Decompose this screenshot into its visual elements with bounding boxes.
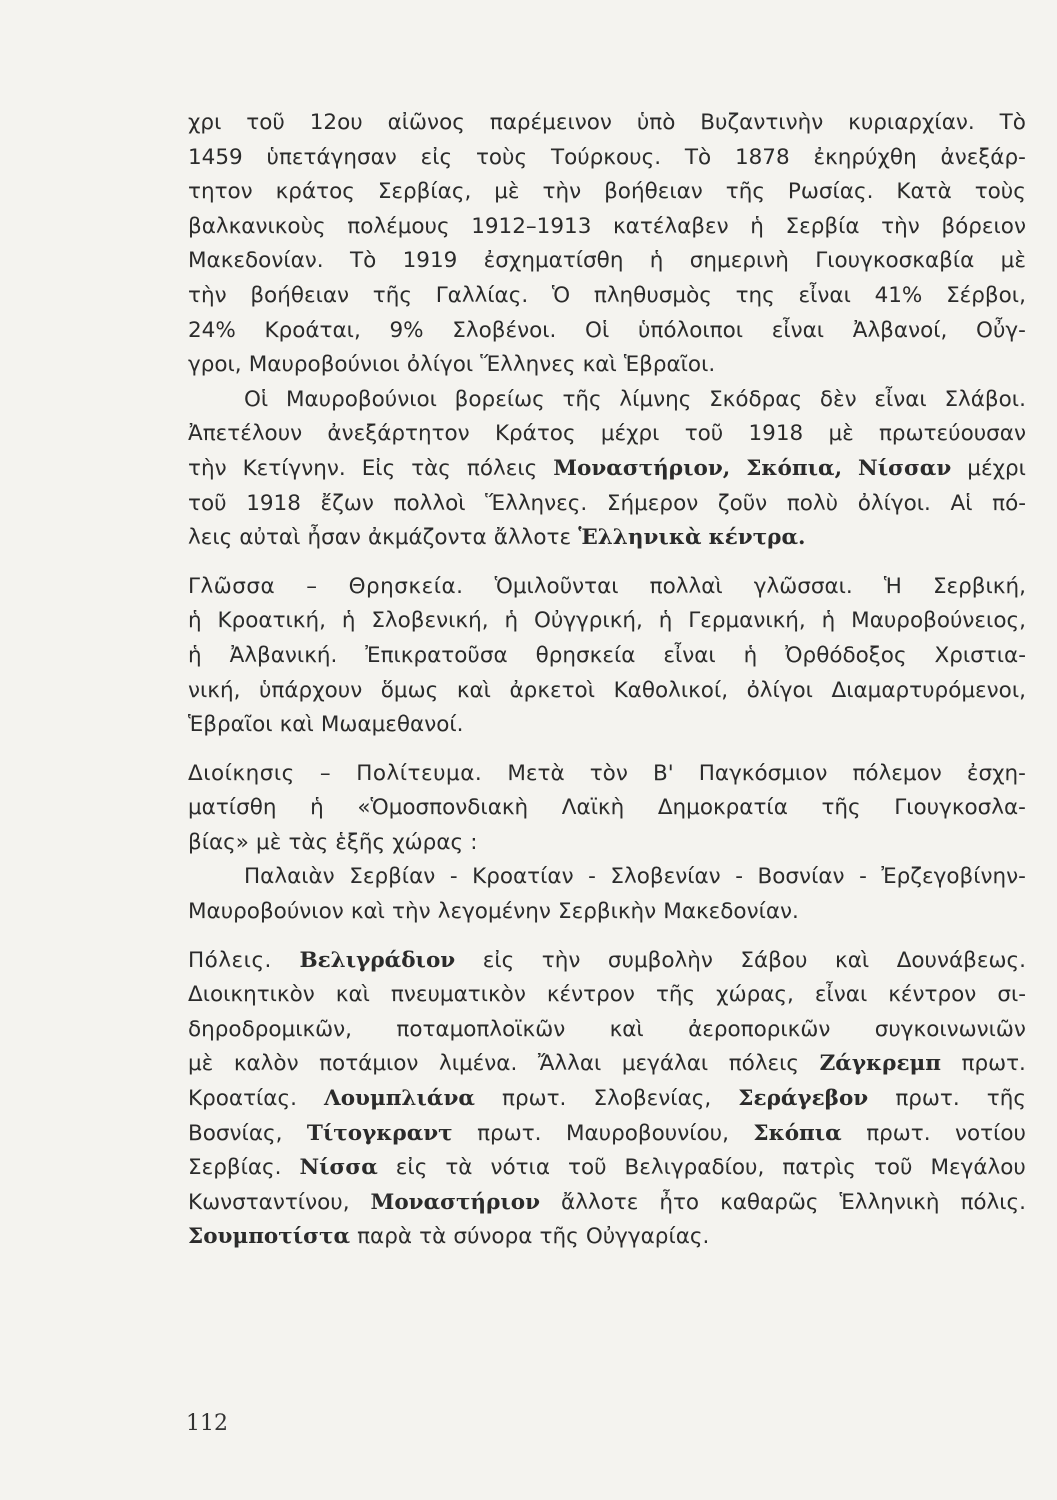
word: τῆς — [655, 982, 696, 1008]
word: πόλεμον — [852, 760, 942, 786]
bold-word: Σουμποτίστα — [188, 1224, 351, 1250]
section-heading-word: – — [306, 573, 318, 599]
word: ἔζων — [320, 490, 374, 516]
word: πρωτεύουσαν — [878, 421, 1026, 447]
word: 41% — [874, 282, 923, 308]
word: κέντρον — [546, 982, 635, 1008]
word: Σερβική, — [932, 573, 1026, 599]
word: Ὁ — [551, 282, 571, 308]
section-heading-word: Πολίτευμα. — [356, 760, 483, 786]
word: πολέμους — [347, 213, 450, 239]
word: λίμνης — [619, 386, 692, 412]
word: εἰς — [420, 144, 453, 170]
word: Β' — [652, 760, 674, 786]
word: Κωνσταντίνου, — [188, 1189, 350, 1215]
word: ἐσχηματίσθη — [483, 248, 624, 274]
word: Ἑλληνικὴ — [839, 1189, 940, 1215]
word: Εἰς — [361, 455, 396, 481]
word: Ἑβραῖοι — [188, 712, 273, 738]
word: 1918 — [246, 490, 301, 516]
word: τὴν — [392, 899, 431, 925]
word: ποτάμιον — [319, 1051, 419, 1077]
word: Τούρκους. — [550, 144, 662, 170]
word: τοῦ — [873, 1155, 913, 1181]
word: ἀρκετοὶ — [509, 677, 595, 703]
text-line — [188, 279, 1026, 314]
word: εἶναι — [874, 386, 927, 412]
word: Σερβίας. — [188, 1155, 282, 1181]
word: Μαυροβουνίου, — [565, 1120, 729, 1146]
word: 9% — [389, 317, 424, 343]
word: Παλαιὰν — [244, 864, 335, 890]
bold-word: Μοναστήριον, — [553, 455, 731, 481]
word: μὲ — [188, 1051, 214, 1077]
text-line — [188, 944, 1026, 979]
word: καὶ — [835, 947, 870, 973]
word: συγκοινωνιῶν — [874, 1016, 1026, 1042]
text-line — [188, 826, 1026, 861]
word: ἀνεξάρ- — [940, 144, 1026, 170]
word: Δημοκρατία — [657, 795, 788, 821]
word: Σκόδρας — [709, 386, 803, 412]
word: Κετίγνην. — [242, 455, 346, 481]
word: βόρειον — [941, 213, 1026, 239]
word: ἡ — [743, 642, 758, 668]
word: Αἱ — [950, 490, 973, 516]
word: ἡ — [341, 608, 356, 634]
text-line — [188, 674, 1026, 709]
word: πατρὶς — [782, 1155, 856, 1181]
word: Σερβίας, — [377, 179, 472, 205]
word: Οὖγ- — [976, 317, 1026, 343]
word: νική, — [188, 677, 241, 703]
word: νοτίου — [955, 1120, 1026, 1146]
word: Τὸ — [349, 248, 377, 274]
word: Βοσνίαν — [757, 864, 845, 890]
word: καὶ — [350, 899, 385, 925]
word: τοὺς — [974, 179, 1026, 205]
word: ὑπὸ — [636, 110, 676, 135]
word: κατέλαβεν — [613, 213, 729, 239]
word: Ὁμιλοῦνται — [494, 573, 619, 599]
word: βοήθειαν — [604, 179, 703, 205]
word: - — [588, 864, 596, 890]
word: πνευματικὸν — [390, 982, 526, 1008]
word: πόλεις — [728, 1051, 800, 1077]
word: Κατὰ — [896, 179, 952, 205]
word: λεγομένην — [437, 899, 551, 925]
word: καὶ — [456, 677, 491, 703]
word: αἰῶνος — [387, 110, 465, 135]
word: τῆς — [562, 386, 602, 412]
section-heading-word: – — [319, 760, 332, 786]
word: - — [859, 864, 867, 890]
word: καὶ — [582, 352, 617, 378]
word: πρωτ. — [961, 1051, 1026, 1077]
word: ἡ — [821, 608, 836, 634]
word: «Ὁμοσπονδιακὴ — [357, 795, 529, 821]
word: σημερινὴ — [689, 248, 789, 274]
section-heading-word: Πόλεις. — [188, 947, 272, 973]
word: ἄλλοτε — [561, 1189, 639, 1215]
word: τητον — [188, 179, 253, 205]
word: ὑπάρχουν — [258, 677, 363, 703]
word: τῆς — [821, 795, 861, 821]
word: - — [449, 864, 458, 890]
text-line — [188, 521, 1026, 556]
text-line — [188, 175, 1026, 210]
word: δηροδρομικῶν, — [188, 1016, 353, 1042]
word: Ρωσίας. — [787, 179, 874, 205]
word: βορείως — [454, 386, 545, 412]
word: ποταμοπλοϊκῶν — [396, 1016, 566, 1042]
word: Διοικητικὸν — [188, 982, 315, 1008]
word: πολλαὶ — [649, 573, 723, 599]
word: 1878 — [734, 144, 790, 170]
word: Κροατίαν — [472, 864, 574, 890]
text-line — [188, 1013, 1026, 1048]
word: θρησκεία — [535, 642, 636, 668]
word: πόλις. — [960, 1189, 1026, 1215]
word: ἀεροπορικῶν — [688, 1016, 831, 1042]
word: ματίσθη — [188, 795, 277, 821]
word: Ἐπικρατοῦσα — [365, 642, 508, 668]
bold-word: Σεράγεβον — [738, 1086, 869, 1112]
word: ἡ — [188, 608, 202, 634]
word: χώρας, — [716, 982, 794, 1008]
word: μὲ — [828, 421, 854, 447]
text-line — [188, 708, 1026, 743]
bold-word: Σκόπια — [753, 1120, 842, 1146]
word: δὲν — [819, 386, 857, 412]
word: νότια — [490, 1155, 550, 1181]
word: Χριστια- — [934, 642, 1026, 668]
text-line — [188, 1220, 1026, 1255]
word: μέχρι — [600, 421, 660, 447]
word: Γαλλίας. — [435, 282, 529, 308]
word: ὑπόλοιποι — [637, 317, 744, 343]
text-line — [188, 1151, 1026, 1186]
word: ὑπετάγησαν — [266, 144, 397, 170]
word: ζοῦν — [717, 490, 768, 516]
word: - — [735, 864, 743, 890]
word: Γερμανική, — [688, 608, 806, 634]
word: Κράτος — [494, 421, 576, 447]
word: λιμένα. — [438, 1051, 518, 1077]
bold-word: Βελιγράδιον — [299, 947, 456, 973]
word: καλὸν — [233, 1051, 299, 1077]
text-line — [188, 1117, 1026, 1152]
word: σι- — [997, 982, 1026, 1008]
word: Μεγάλου — [930, 1155, 1026, 1181]
word: Μαυροβούνιον — [188, 899, 344, 925]
text-line — [188, 141, 1026, 176]
word: εἶναι — [663, 642, 716, 668]
word: Μαυροβούνειος, — [851, 608, 1026, 634]
bold-word: Ἑλληνικὰ — [578, 525, 702, 551]
word: τὰ — [445, 1155, 473, 1181]
word: Σερβίαν — [349, 864, 436, 890]
word: Οὐγγρική, — [533, 608, 643, 634]
word: Σήμερον — [606, 490, 699, 516]
text-line — [188, 417, 1026, 452]
paragraph-gap — [188, 556, 1026, 570]
bold-word: Νίσσα — [299, 1155, 378, 1181]
section-heading-word: Θρησκεία. — [348, 573, 464, 599]
word: Γιουγκοσκαβία — [815, 248, 975, 274]
word: Τὸ — [999, 110, 1026, 135]
word: Δουνάβεως. — [896, 947, 1026, 973]
word: πρωτ. — [866, 1120, 931, 1146]
word: Κροατική, — [217, 608, 326, 634]
word: Μετὰ — [507, 760, 565, 786]
word: Σλάβοι. — [944, 386, 1026, 412]
word: ἡ — [310, 795, 324, 821]
section-heading-word: Γλῶσσα — [188, 573, 276, 599]
word: Ἕλληνες — [480, 352, 576, 378]
word: τῆς — [986, 1086, 1026, 1112]
word: ἡ — [750, 213, 764, 239]
word: ἀνεξάρτητον — [327, 421, 470, 447]
word: τοῦ — [568, 1155, 607, 1181]
word: Ἀλβανική. — [229, 642, 338, 668]
word: μὲ — [256, 829, 282, 855]
word: ἡ — [658, 608, 673, 634]
word: Παγκόσμιον — [698, 760, 828, 786]
word: καθαρῶς — [720, 1189, 819, 1215]
word: τοῦ — [246, 110, 285, 135]
text-line — [188, 978, 1026, 1013]
word: Σερβία — [785, 213, 860, 239]
word: Σερβικὴν — [558, 899, 657, 925]
word: Σλοβένοι. — [452, 317, 557, 343]
word: μὲ — [494, 179, 520, 205]
word: εἶναι — [814, 982, 868, 1008]
text-line — [188, 604, 1026, 639]
word: ἀκμάζοντα — [367, 525, 487, 551]
word: τῆς — [539, 1224, 579, 1250]
word: Οὐγγαρίας. — [585, 1224, 710, 1250]
word: : — [470, 829, 478, 855]
word: γλῶσσαι. — [753, 573, 853, 599]
bold-word: Τίτογκραντ — [306, 1120, 453, 1146]
word: τὴν — [541, 947, 581, 973]
word: τὰς — [411, 455, 451, 481]
word: παρέμεινον — [489, 110, 612, 135]
word: τὴν — [188, 455, 227, 481]
word: εἶναι — [771, 317, 825, 343]
word: γροι, — [188, 352, 242, 378]
word: εἰς — [395, 1155, 428, 1181]
section-heading-word: Διοίκησις — [188, 760, 295, 786]
word: μεγάλαι — [621, 1051, 709, 1077]
word: πολὺ — [786, 490, 839, 516]
word: τὰ — [419, 1224, 447, 1250]
word: τῆς — [372, 282, 412, 308]
word: πληθυσμὸς — [593, 282, 712, 308]
word: Βελιγραδίου, — [624, 1155, 765, 1181]
bold-word: Ζάγκρεμπ — [819, 1051, 941, 1077]
word: Διαμαρτυρόμενοι, — [831, 677, 1026, 703]
word: τὰς — [288, 829, 329, 855]
word: κέντρον — [888, 982, 977, 1008]
word: Ἑβραῖοι. — [623, 352, 716, 378]
word: Ἀπετέλουν — [188, 421, 303, 447]
word: ὅμως — [380, 677, 439, 703]
page-text — [188, 106, 1026, 1255]
word: πρωτ. — [895, 1086, 960, 1112]
word: ἦτο — [659, 1189, 700, 1215]
word: Βοσνίας, — [188, 1120, 283, 1146]
bold-word: Νίσσαν — [858, 455, 952, 481]
word: βίας» — [188, 829, 249, 855]
word: τοῦ — [188, 490, 227, 516]
word: Σλοβενίαν — [610, 864, 721, 890]
word: λεις — [188, 525, 233, 551]
word: Μακεδονίαν. — [663, 899, 799, 925]
word: Κροάται, — [264, 317, 361, 343]
text-line — [188, 452, 1026, 487]
text-line — [188, 487, 1026, 522]
word: 1912–1913 — [471, 213, 592, 239]
word: ἡ — [649, 248, 664, 274]
word: 24% — [188, 317, 236, 343]
word: Μαυροβούνιοι — [285, 386, 437, 412]
word: Ἀλβανοί, — [852, 317, 948, 343]
word: Μωαμεθανοί. — [320, 712, 464, 738]
word: πό- — [992, 490, 1026, 516]
word: ἐσχη- — [966, 760, 1026, 786]
bold-word: Μοναστήριον — [370, 1189, 541, 1215]
word: πρωτ. — [477, 1120, 542, 1146]
word: Σλοβενίας, — [593, 1086, 712, 1112]
text-line — [188, 314, 1026, 349]
word: 1919 — [402, 248, 458, 274]
word: κράτος — [275, 179, 355, 205]
word: βοήθειαν — [250, 282, 350, 308]
word: βαλκανικοὺς — [188, 213, 326, 239]
bold-word: κέντρα. — [708, 525, 806, 551]
bold-word: Λουμπλιάνα — [324, 1086, 475, 1112]
word: εἰς — [482, 947, 515, 973]
word: χρι — [188, 110, 222, 135]
word: ἡ — [504, 608, 519, 634]
word: Γιουγκοσλα- — [894, 795, 1026, 821]
word: τῆς — [725, 179, 765, 205]
word: καὶ — [609, 1016, 644, 1042]
text-line — [188, 383, 1026, 418]
word: καὶ — [279, 712, 314, 738]
word: Σάβου — [740, 947, 808, 973]
text-line — [188, 210, 1026, 245]
word: της — [735, 282, 775, 308]
word: τὸν — [589, 760, 628, 786]
word: σύνορα — [453, 1224, 533, 1250]
word: πόλεις — [466, 455, 538, 481]
word: Οἱ — [244, 386, 269, 412]
word: ὀλίγοι — [746, 677, 813, 703]
word: ἦσαν — [307, 525, 361, 551]
word: ἄλλοτε — [493, 525, 572, 551]
text-line — [188, 1047, 1026, 1082]
word: 1918 — [748, 421, 804, 447]
word: τοὺς — [475, 144, 528, 170]
word: ὀλίγοι. — [857, 490, 931, 516]
word: Καθολικοί, — [613, 677, 729, 703]
word: Σλοβενική, — [371, 608, 489, 634]
word: Μαυροβούνιοι — [248, 352, 400, 378]
text-line — [188, 639, 1026, 674]
paragraph-gap — [188, 743, 1026, 757]
page-number: 112 — [186, 1411, 228, 1436]
word: Ἡ — [883, 573, 902, 599]
text-line — [188, 860, 1026, 895]
paragraph-gap — [188, 930, 1026, 944]
text-line — [188, 1186, 1026, 1221]
word: Λαϊκὴ — [561, 795, 625, 821]
word: κυριαρχίαν. — [848, 110, 975, 135]
word: συμβολὴν — [607, 947, 713, 973]
text-line — [188, 757, 1026, 792]
word: Ὀρθόδοξος — [785, 642, 907, 668]
word: τοῦ — [684, 421, 724, 447]
word: τὴν — [881, 213, 920, 239]
word: μὲ — [1000, 248, 1026, 274]
word: τὴν — [188, 282, 227, 308]
text-line — [188, 791, 1026, 826]
word: ἐκηρύχθη — [813, 144, 917, 170]
bold-word: Σκόπια, — [746, 455, 843, 481]
word: Ἐρζεγοβίνην- — [881, 864, 1026, 890]
word: παρὰ — [357, 1224, 413, 1250]
word: Ἄλλαι — [537, 1051, 602, 1077]
word: Βυζαντινὴν — [700, 110, 824, 135]
text-line — [188, 106, 1026, 141]
word: εἶναι — [798, 282, 851, 308]
text-line — [188, 244, 1026, 279]
word: χώρας — [392, 829, 464, 855]
word: μέχρι — [967, 455, 1026, 481]
text-line — [188, 895, 1026, 930]
word: Σέρβοι, — [946, 282, 1026, 308]
word: Μακεδονίαν. — [188, 248, 324, 274]
text-line — [188, 1082, 1026, 1117]
word: αὐταὶ — [239, 525, 301, 551]
word: Οἱ — [585, 317, 610, 343]
word: Κροατίας. — [188, 1086, 297, 1112]
word: 12ου — [309, 110, 363, 135]
word: ἡ — [188, 642, 202, 668]
word: πολλοὶ — [393, 490, 466, 516]
word: Τὸ — [684, 144, 712, 170]
word: ὀλίγοι — [406, 352, 474, 378]
word: καὶ — [335, 982, 370, 1008]
word: ἑξῆς — [335, 829, 386, 855]
word: 1459 — [188, 144, 243, 170]
text-line — [188, 570, 1026, 605]
word: πρωτ. — [502, 1086, 567, 1112]
word: τὴν — [542, 179, 582, 205]
text-line — [188, 348, 1026, 383]
word: Ἕλληνες. — [485, 490, 588, 516]
